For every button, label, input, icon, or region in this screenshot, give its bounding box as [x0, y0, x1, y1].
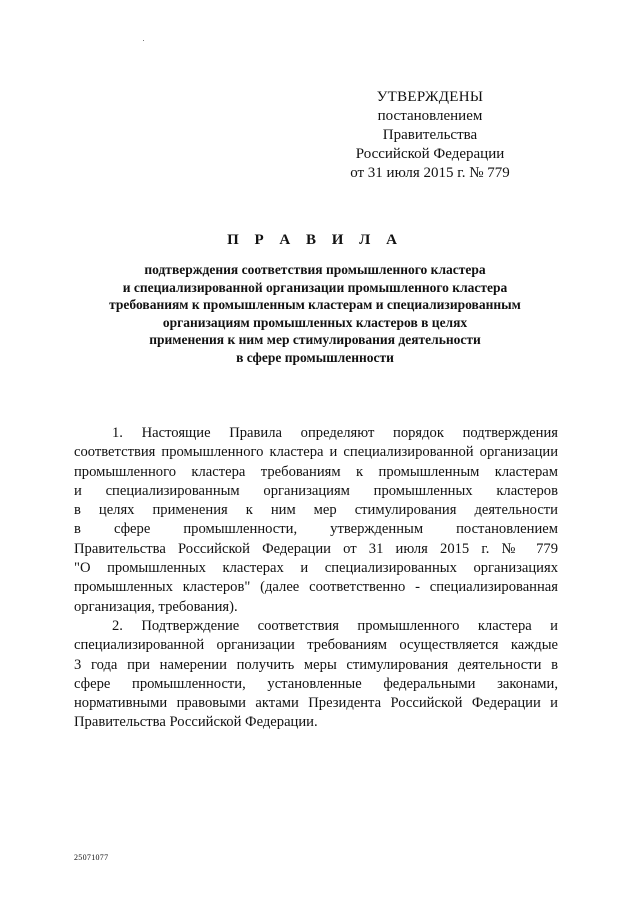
approval-stamp: [330, 88, 530, 183]
approval-line-2: Российской Федерации: [355, 146, 505, 162]
subtitle-line: организациям промышленных кластеров в целях: [162, 314, 468, 330]
subtitle-line: требованиям к промышленным кластерам и специализированным: [109, 297, 521, 313]
approval-line-1: постановлением Правительства: [377, 108, 483, 143]
approval-heading: УТВЕРЖДЕНЫ: [376, 89, 484, 105]
document-code: 25071077: [74, 853, 109, 862]
document-title: П Р А В И Л А: [227, 232, 403, 248]
paragraph-line: соответствия промышленного кластера и специализированной организации: [74, 444, 558, 461]
paragraph-line: сфере промышленности, установленные федеральными законами,: [74, 675, 558, 692]
subtitle-line: применения к ним мер стимулирования деятельности: [149, 332, 481, 348]
paragraph-line: 3 года при намерении получить меры стимулирования деятельности в: [74, 656, 558, 673]
paragraph-line: Правительства Российской Федерации.: [74, 714, 318, 731]
document-subtitle: [70, 261, 560, 367]
paragraph-2: [74, 617, 558, 733]
paragraph-line: Правительства Российской Федерации от 31 июля 2015 г. № 779: [74, 540, 558, 557]
paragraph-1: [74, 424, 558, 617]
paragraph-line: в целях применения к ним мер стимулирования деятельности: [74, 502, 558, 519]
document-body: [74, 424, 558, 733]
scan-speck: [143, 40, 144, 41]
subtitle-line: и специализированной организации промышленного кластера: [122, 279, 508, 295]
paragraph-line: промышленных кластеров" (далее соответственно - специализированная: [74, 579, 558, 596]
paragraph-line: 2. Подтверждение соответствия промышленного кластера и: [112, 617, 558, 634]
paragraph-line: в сфере промышленности, утвержденным постановлением: [74, 521, 558, 538]
paragraph-line: 1. Настоящие Правила определяют порядок подтверждения: [112, 425, 558, 441]
approval-line-3: от 31 июля 2015 г. № 779: [350, 165, 510, 181]
subtitle-line: подтверждения соответствия промышленного кластера: [144, 262, 486, 277]
title-block: [70, 232, 560, 367]
paragraph-line: организация, требования).: [74, 598, 238, 615]
paragraph-line: специализированной организации требованиям осуществляется каждые: [74, 637, 558, 654]
paragraph-line: и специализированным организациям промышленных кластеров: [74, 482, 558, 499]
paragraph-line: нормативными правовыми актами Президента Российской Федерации и: [74, 695, 558, 712]
paragraph-line: "О промышленных кластерах и специализированных организациях: [74, 560, 558, 577]
subtitle-line: в сфере промышленности: [236, 349, 394, 365]
paragraph-line: промышленного кластера требованиям к промышленным кластерам: [74, 463, 558, 480]
